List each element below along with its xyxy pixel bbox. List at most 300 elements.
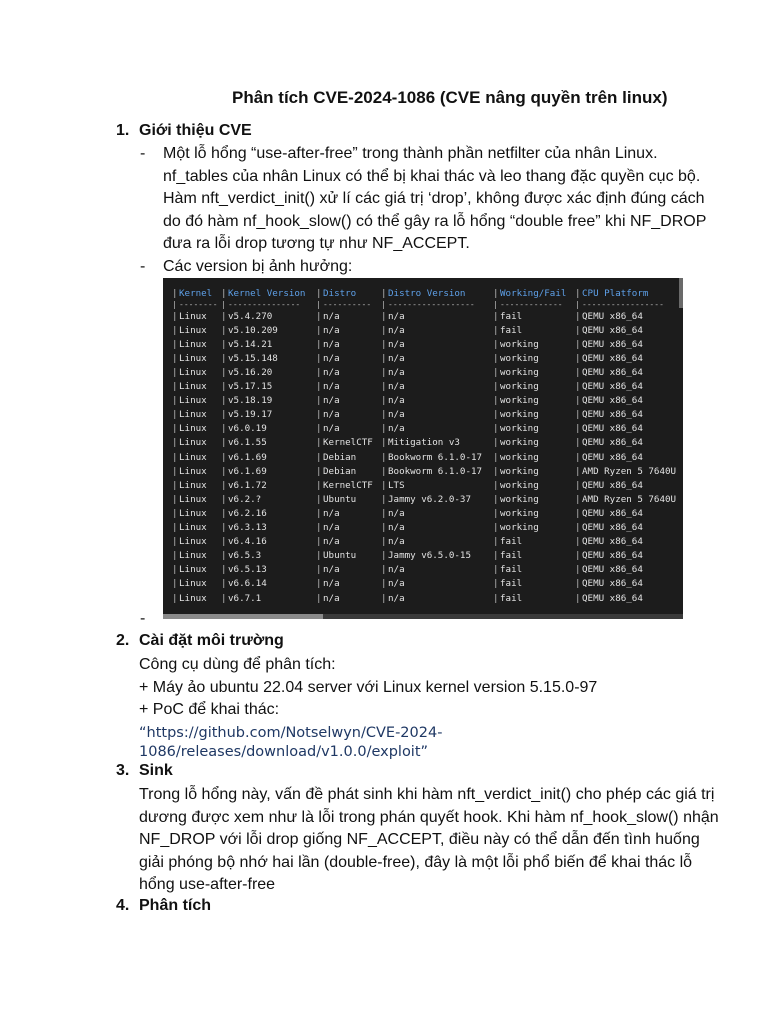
section-number: 2. bbox=[116, 632, 130, 649]
table-cell: fail bbox=[500, 578, 523, 590]
cell-divider: | bbox=[493, 367, 499, 379]
table-row bbox=[172, 450, 682, 464]
table-cell: working bbox=[500, 395, 539, 407]
cell-divider: | bbox=[381, 479, 387, 491]
cell-divider: | bbox=[575, 409, 581, 421]
cell-divider: | bbox=[575, 592, 581, 604]
table-cell: Mitigation v3 bbox=[388, 437, 460, 449]
table-cell: n/a bbox=[323, 592, 340, 604]
table-cell: Linux bbox=[179, 423, 207, 435]
table-cell: AMD Ryzen 5 7640U bbox=[582, 465, 677, 477]
table-cell: n/a bbox=[388, 423, 405, 435]
cell-divider: | bbox=[221, 451, 227, 463]
cell-divider: | bbox=[575, 536, 581, 548]
cell-divider: | bbox=[575, 367, 581, 379]
table-cell: Linux bbox=[179, 324, 207, 336]
cell-divider: | bbox=[172, 437, 178, 449]
table-cell: v5.18.19 bbox=[228, 395, 273, 407]
cell-divider: | bbox=[381, 550, 387, 562]
table-cell: Linux bbox=[179, 409, 207, 421]
table-cell: QEMU x86_64 bbox=[582, 564, 643, 576]
header-cell: Distro Version bbox=[388, 287, 466, 299]
env-tools-label: Công cụ dùng để phân tích: bbox=[139, 656, 336, 673]
scrollbar-thumb bbox=[163, 614, 323, 619]
cell-divider: | bbox=[381, 451, 387, 463]
table-cell: fail bbox=[500, 310, 523, 322]
cell-divider: | bbox=[316, 409, 322, 421]
cell-divider: | bbox=[172, 395, 178, 407]
cell-divider: | bbox=[316, 550, 322, 562]
table-cell: KernelCTF bbox=[323, 479, 373, 491]
affected-versions-screenshot bbox=[163, 278, 683, 619]
cell-divider: | bbox=[493, 592, 499, 604]
table-cell: Linux bbox=[179, 507, 207, 519]
table-cell: QEMU x86_64 bbox=[582, 536, 643, 548]
cell-divider: | bbox=[575, 564, 581, 576]
cell-divider: | bbox=[172, 592, 178, 604]
cell-divider: | bbox=[221, 479, 227, 491]
cell-divider: | bbox=[172, 409, 178, 421]
table-cell: Linux bbox=[179, 479, 207, 491]
table-cell: QEMU x86_64 bbox=[582, 324, 643, 336]
cell-divider: | bbox=[575, 352, 581, 364]
section-number: 4. bbox=[116, 897, 130, 914]
header-cell: Kernel bbox=[179, 287, 213, 299]
table-cell: QEMU x86_64 bbox=[582, 578, 643, 590]
table-cell: QEMU x86_64 bbox=[582, 592, 643, 604]
table-row bbox=[172, 337, 682, 351]
section-number: 1. bbox=[116, 122, 130, 139]
table-cell: Ubuntu bbox=[323, 550, 357, 562]
cell-divider: | bbox=[493, 310, 499, 322]
table-cell: n/a bbox=[388, 592, 405, 604]
cell-divider: | bbox=[316, 423, 322, 435]
cell-divider: | bbox=[381, 437, 387, 449]
cell-divider: | bbox=[493, 550, 499, 562]
table-cell: KernelCTF bbox=[323, 437, 373, 449]
cell-divider: | bbox=[221, 507, 227, 519]
table-cell: working bbox=[500, 479, 539, 491]
table-cell: v5.14.21 bbox=[228, 338, 273, 350]
cell-divider: | bbox=[316, 592, 322, 604]
table-cell: v6.2.? bbox=[228, 493, 262, 505]
table-row bbox=[172, 591, 682, 605]
table-cell: n/a bbox=[388, 381, 405, 393]
table-cell: QEMU x86_64 bbox=[582, 381, 643, 393]
bullet-dash: - bbox=[140, 145, 146, 162]
table-cell: n/a bbox=[323, 507, 340, 519]
table-cell: Linux bbox=[179, 550, 207, 562]
cell-divider: | bbox=[221, 437, 227, 449]
cell-divider: | bbox=[381, 522, 387, 534]
cell-divider: | bbox=[172, 310, 178, 322]
cell-divider: | bbox=[221, 367, 227, 379]
table-cell: v6.5.3 bbox=[228, 550, 262, 562]
table-cell: v5.16.20 bbox=[228, 367, 273, 379]
header-cell: Distro bbox=[323, 287, 357, 299]
table-cell: Ubuntu bbox=[323, 493, 357, 505]
table-cell: working bbox=[500, 465, 539, 477]
table-cell: v6.1.72 bbox=[228, 479, 267, 491]
table-cell: v6.1.55 bbox=[228, 437, 267, 449]
cell-divider: | bbox=[381, 352, 387, 364]
cell-divider: | bbox=[316, 522, 322, 534]
table-cell: fail bbox=[500, 536, 523, 548]
cell-divider: | bbox=[221, 310, 227, 322]
table-cell: fail bbox=[500, 324, 523, 336]
cell-divider: | bbox=[493, 465, 499, 477]
table-row bbox=[172, 422, 682, 436]
document-title: Phân tích CVE-2024-1086 (CVE nâng quyền trên linux) bbox=[232, 88, 668, 107]
cell-divider: | bbox=[493, 493, 499, 505]
cell-divider: | bbox=[316, 479, 322, 491]
table-cell: n/a bbox=[323, 522, 340, 534]
cell-divider: | bbox=[316, 395, 322, 407]
cell-divider: | bbox=[575, 310, 581, 322]
cell-divider: | bbox=[493, 423, 499, 435]
cell-divider: | bbox=[381, 423, 387, 435]
cell-divider: | bbox=[493, 522, 499, 534]
cell-divider: | bbox=[316, 507, 322, 519]
cell-divider: | bbox=[575, 423, 581, 435]
table-cell: n/a bbox=[388, 564, 405, 576]
table-cell: working bbox=[500, 409, 539, 421]
cell-divider: | bbox=[381, 381, 387, 393]
table-cell: QEMU x86_64 bbox=[582, 550, 643, 562]
bullet-dash: - bbox=[140, 258, 146, 275]
table-cell: working bbox=[500, 338, 539, 350]
env-vm-line: + Máy ảo ubuntu 22.04 server với Linux kernel version 5.15.0-97 bbox=[139, 679, 598, 696]
cell-divider: | bbox=[575, 338, 581, 350]
cell-divider: | bbox=[172, 465, 178, 477]
cell-divider: | bbox=[316, 338, 322, 350]
table-cell: n/a bbox=[388, 352, 405, 364]
table-cell: n/a bbox=[388, 338, 405, 350]
table-cell: v6.0.19 bbox=[228, 423, 267, 435]
table-cell: Linux bbox=[179, 367, 207, 379]
table-cell: n/a bbox=[388, 395, 405, 407]
cell-divider: | bbox=[172, 578, 178, 590]
table-cell: Linux bbox=[179, 381, 207, 393]
cell-divider: | bbox=[221, 493, 227, 505]
section-title: Cài đặt môi trường bbox=[139, 632, 284, 649]
section-heading-analysis bbox=[116, 897, 211, 915]
table-cell: QEMU x86_64 bbox=[582, 338, 643, 350]
bullet-dash: - bbox=[140, 610, 146, 627]
horizontal-scrollbar bbox=[163, 614, 683, 619]
section-heading-intro bbox=[116, 122, 252, 140]
table-row bbox=[172, 563, 682, 577]
table-cell: v6.1.69 bbox=[228, 451, 267, 463]
table-row bbox=[172, 309, 682, 323]
vertical-scrollbar bbox=[679, 278, 683, 308]
table-cell: v6.4.16 bbox=[228, 536, 267, 548]
cell-divider: | bbox=[493, 507, 499, 519]
table-cell: working bbox=[500, 352, 539, 364]
table-header-row: | Kernel | Kernel Version | Distro | Distro Version | Working/Fail | CPU Platform bbox=[172, 286, 682, 300]
cell-divider: | bbox=[381, 395, 387, 407]
cell-divider: | bbox=[316, 578, 322, 590]
cell-divider: | bbox=[172, 550, 178, 562]
table-cell: working bbox=[500, 522, 539, 534]
cell-divider: | bbox=[172, 423, 178, 435]
table-cell: Linux bbox=[179, 451, 207, 463]
cell-divider: | bbox=[172, 338, 178, 350]
table-cell: Linux bbox=[179, 465, 207, 477]
cell-divider: | bbox=[575, 493, 581, 505]
table-cell: v5.19.17 bbox=[228, 409, 273, 421]
table-row bbox=[172, 492, 682, 506]
table-cell: QEMU x86_64 bbox=[582, 310, 643, 322]
table-cell: n/a bbox=[323, 536, 340, 548]
env-poc-label: + PoC để khai thác: bbox=[139, 701, 280, 718]
table-cell: v6.1.69 bbox=[228, 465, 267, 477]
table-cell: n/a bbox=[323, 381, 340, 393]
table-cell: QEMU x86_64 bbox=[582, 479, 643, 491]
cell-divider: | bbox=[493, 352, 499, 364]
affected-versions-table bbox=[172, 286, 682, 605]
cell-divider: | bbox=[221, 381, 227, 393]
cell-divider: | bbox=[221, 423, 227, 435]
cell-divider: | bbox=[575, 395, 581, 407]
cell-divider: | bbox=[316, 310, 322, 322]
cell-divider: | bbox=[493, 578, 499, 590]
cell-divider: | bbox=[221, 324, 227, 336]
table-cell: LTS bbox=[388, 479, 405, 491]
table-row bbox=[172, 535, 682, 549]
cell-divider: | bbox=[493, 409, 499, 421]
cell-divider: | bbox=[316, 352, 322, 364]
table-row bbox=[172, 351, 682, 365]
table-cell: QEMU x86_64 bbox=[582, 507, 643, 519]
section-title: Phân tích bbox=[139, 897, 212, 914]
table-cell: working bbox=[500, 437, 539, 449]
table-cell: v6.3.13 bbox=[228, 522, 267, 534]
table-cell: Debian bbox=[323, 465, 357, 477]
cell-divider: | bbox=[172, 479, 178, 491]
cell-divider: | bbox=[575, 381, 581, 393]
cell-divider: | bbox=[172, 507, 178, 519]
cell-divider: | bbox=[316, 465, 322, 477]
table-cell: n/a bbox=[323, 338, 340, 350]
table-cell: Bookworm 6.1.0-17 bbox=[388, 451, 483, 463]
cell-divider: | bbox=[381, 409, 387, 421]
cell-divider: | bbox=[316, 493, 322, 505]
cell-divider: | bbox=[381, 338, 387, 350]
cell-divider: | bbox=[493, 564, 499, 576]
table-cell: Linux bbox=[179, 536, 207, 548]
table-cell: QEMU x86_64 bbox=[582, 352, 643, 364]
table-cell: working bbox=[500, 381, 539, 393]
table-cell: n/a bbox=[323, 564, 340, 576]
table-cell: n/a bbox=[323, 310, 340, 322]
cell-divider: | bbox=[316, 381, 322, 393]
cell-divider: | bbox=[172, 522, 178, 534]
table-cell: v6.7.1 bbox=[228, 592, 262, 604]
table-cell: n/a bbox=[388, 522, 405, 534]
table-cell: n/a bbox=[323, 367, 340, 379]
cell-divider: | bbox=[172, 536, 178, 548]
table-row bbox=[172, 380, 682, 394]
table-cell: QEMU x86_64 bbox=[582, 409, 643, 421]
cell-divider: | bbox=[221, 578, 227, 590]
table-row bbox=[172, 408, 682, 422]
cell-divider: | bbox=[381, 507, 387, 519]
cell-divider: | bbox=[221, 395, 227, 407]
cell-divider: | bbox=[575, 479, 581, 491]
poc-link[interactable]: “https://github.com/Notselwyn/CVE-2024-1086/releases/download/v1.0.0/exploit” bbox=[139, 725, 443, 760]
table-cell: fail bbox=[500, 592, 523, 604]
cell-divider: | bbox=[221, 564, 227, 576]
cell-divider: | bbox=[575, 550, 581, 562]
table-row bbox=[172, 521, 682, 535]
cell-divider: | bbox=[221, 550, 227, 562]
cell-divider: | bbox=[381, 564, 387, 576]
cell-divider: | bbox=[381, 465, 387, 477]
table-cell: n/a bbox=[323, 578, 340, 590]
table-cell: n/a bbox=[323, 409, 340, 421]
affected-versions-label: Các version bị ảnh hưởng: bbox=[163, 258, 353, 275]
cell-divider: | bbox=[493, 338, 499, 350]
table-cell: n/a bbox=[323, 423, 340, 435]
cell-divider: | bbox=[316, 324, 322, 336]
cell-divider: | bbox=[493, 437, 499, 449]
table-cell: Linux bbox=[179, 352, 207, 364]
cell-divider: | bbox=[316, 367, 322, 379]
table-cell: v6.5.13 bbox=[228, 564, 267, 576]
table-cell: n/a bbox=[388, 367, 405, 379]
table-cell: v5.4.270 bbox=[228, 310, 273, 322]
cell-divider: | bbox=[575, 522, 581, 534]
cell-divider: | bbox=[221, 522, 227, 534]
table-row bbox=[172, 323, 682, 337]
cell-divider: | bbox=[172, 564, 178, 576]
table-cell: AMD Ryzen 5 7640U bbox=[582, 493, 677, 505]
cell-divider: | bbox=[172, 367, 178, 379]
table-separator: | -------- | --------------- | ---------- | ------------------ | ------------- | ----------------- bbox=[172, 300, 664, 310]
table-cell: QEMU x86_64 bbox=[582, 522, 643, 534]
table-cell: n/a bbox=[388, 409, 405, 421]
table-cell: n/a bbox=[388, 578, 405, 590]
table-cell: working bbox=[500, 423, 539, 435]
cell-divider: | bbox=[493, 381, 499, 393]
table-body bbox=[172, 309, 682, 605]
cell-divider: | bbox=[381, 536, 387, 548]
cell-divider: | bbox=[493, 395, 499, 407]
table-cell: Linux bbox=[179, 310, 207, 322]
table-cell: v5.10.209 bbox=[228, 324, 278, 336]
table-cell: n/a bbox=[323, 395, 340, 407]
cell-divider: | bbox=[221, 409, 227, 421]
table-row bbox=[172, 478, 682, 492]
table-cell: Linux bbox=[179, 437, 207, 449]
header-cell: Working/Fail bbox=[500, 287, 567, 299]
table-cell: n/a bbox=[323, 352, 340, 364]
table-cell: working bbox=[500, 367, 539, 379]
section-number: 3. bbox=[116, 762, 130, 779]
cell-divider: | bbox=[493, 479, 499, 491]
table-cell: n/a bbox=[388, 324, 405, 336]
section-heading-environment bbox=[116, 632, 284, 650]
cell-divider: | bbox=[381, 324, 387, 336]
cell-divider: | bbox=[493, 324, 499, 336]
table-row bbox=[172, 464, 682, 478]
cell-divider: | bbox=[381, 592, 387, 604]
section-title: Giới thiệu CVE bbox=[139, 122, 252, 139]
table-cell: Debian bbox=[323, 451, 357, 463]
table-row bbox=[172, 436, 682, 450]
table-cell: working bbox=[500, 507, 539, 519]
table-cell: QEMU x86_64 bbox=[582, 367, 643, 379]
table-cell: fail bbox=[500, 564, 523, 576]
cell-divider: | bbox=[316, 437, 322, 449]
table-cell: v6.2.16 bbox=[228, 507, 267, 519]
cell-divider: | bbox=[316, 564, 322, 576]
table-cell: Linux bbox=[179, 578, 207, 590]
header-cell: CPU Platform bbox=[582, 287, 649, 299]
cell-divider: | bbox=[221, 352, 227, 364]
cell-divider: | bbox=[221, 592, 227, 604]
cell-divider: | bbox=[172, 451, 178, 463]
table-cell: QEMU x86_64 bbox=[582, 423, 643, 435]
table-cell: v5.17.15 bbox=[228, 381, 273, 393]
cell-divider: | bbox=[221, 338, 227, 350]
table-cell: working bbox=[500, 451, 539, 463]
cell-divider: | bbox=[221, 465, 227, 477]
table-cell: n/a bbox=[388, 536, 405, 548]
table-cell: Linux bbox=[179, 493, 207, 505]
cell-divider: | bbox=[493, 451, 499, 463]
cell-divider: | bbox=[316, 536, 322, 548]
table-cell: QEMU x86_64 bbox=[582, 437, 643, 449]
table-cell: v5.15.148 bbox=[228, 352, 278, 364]
cell-divider: | bbox=[575, 507, 581, 519]
cell-divider: | bbox=[316, 451, 322, 463]
table-cell: QEMU x86_64 bbox=[582, 395, 643, 407]
cell-divider: | bbox=[172, 324, 178, 336]
table-row bbox=[172, 506, 682, 520]
header-cell: Kernel Version bbox=[228, 287, 306, 299]
table-row bbox=[172, 394, 682, 408]
cell-divider: | bbox=[575, 578, 581, 590]
table-cell: Linux bbox=[179, 522, 207, 534]
cell-divider: | bbox=[381, 367, 387, 379]
cell-divider: | bbox=[575, 437, 581, 449]
table-cell: Jammy v6.5.0-15 bbox=[388, 550, 471, 562]
table-row bbox=[172, 577, 682, 591]
cell-divider: | bbox=[493, 536, 499, 548]
table-cell: v6.6.14 bbox=[228, 578, 267, 590]
table-cell: Linux bbox=[179, 395, 207, 407]
cell-divider: | bbox=[172, 352, 178, 364]
section-heading-sink bbox=[116, 762, 173, 780]
cell-divider: | bbox=[575, 465, 581, 477]
table-cell: Linux bbox=[179, 564, 207, 576]
table-cell: Jammy v6.2.0-37 bbox=[388, 493, 471, 505]
table-cell: fail bbox=[500, 550, 523, 562]
cell-divider: | bbox=[381, 310, 387, 322]
table-cell: working bbox=[500, 493, 539, 505]
cell-divider: | bbox=[575, 324, 581, 336]
intro-paragraph: Một lỗ hổng “use-after-free” trong thành phần netfilter của nhân Linux. nf_tables của nhân Linux có thể bị khai thác và leo thang đặc quyền cục bộ. Hàm nft_verdict_init() xử lí các giá trị ‘drop’, không được xác định đúng cách do đó hàm nf_hook_slow() có thể gây ra lỗ hổng “double free” khi NF_DROP đưa ra lỗi drop tương tự như NF_ACCEPT. bbox=[163, 145, 707, 253]
table-cell: QEMU x86_64 bbox=[582, 451, 643, 463]
table-cell: n/a bbox=[323, 324, 340, 336]
table-cell: n/a bbox=[388, 507, 405, 519]
section-title: Sink bbox=[139, 762, 173, 779]
cell-divider: | bbox=[381, 493, 387, 505]
cell-divider: | bbox=[381, 578, 387, 590]
table-cell: Linux bbox=[179, 592, 207, 604]
